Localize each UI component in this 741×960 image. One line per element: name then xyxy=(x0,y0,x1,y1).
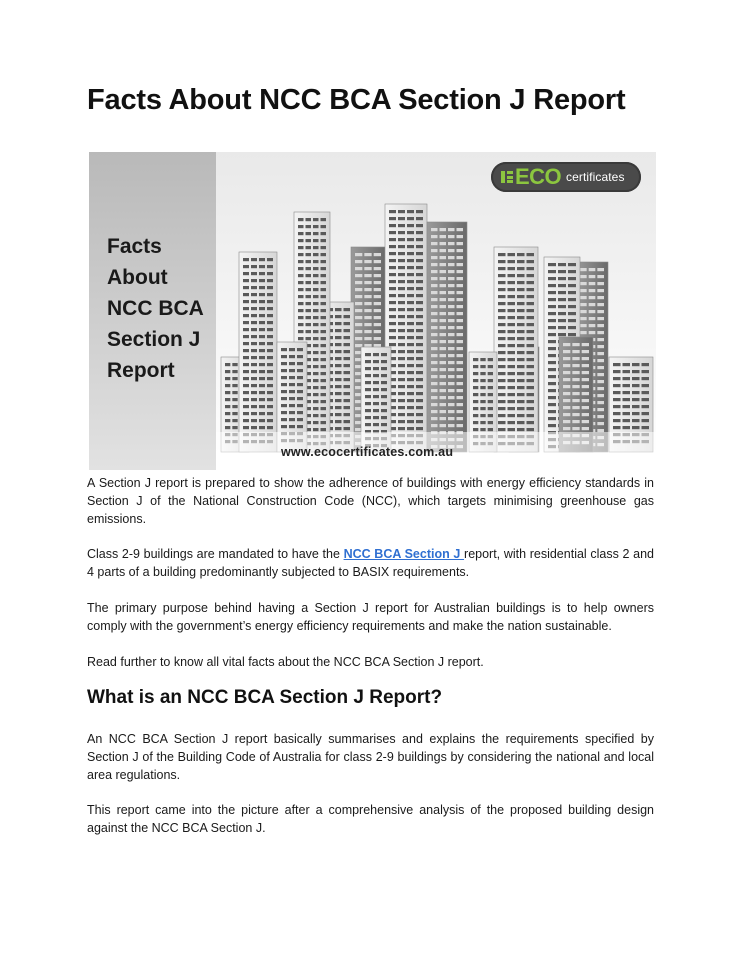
section-heading: What is an NCC BCA Section J Report? xyxy=(87,687,443,708)
paragraph-class-text-after: report, with residential class 2 and 4 parts of a building predominantly subjected to BASIX requirements. xyxy=(87,547,654,579)
ncc-bca-section-j-link[interactable]: NCC BCA Section J xyxy=(343,547,465,561)
paragraph-intro: A Section J report is prepared to show the adherence of buildings with energy efficiency standards in Section J of the National Construction Code (NCC), which targets minimising greenhouse gas emissions. xyxy=(87,476,654,526)
paragraph-read-further: Read further to know all vital facts about the NCC BCA Section J report. xyxy=(87,655,484,669)
logo-suffix: certificates xyxy=(566,170,625,184)
paragraph-purpose: The primary purpose behind having a Section J report for Australian buildings is to help owners comply with the government’s energy efficiency requirements and make the nation sustainable. xyxy=(87,601,654,633)
logo-brand: ECO xyxy=(515,164,562,189)
banner-title xyxy=(107,231,217,386)
skyline-building xyxy=(239,252,277,452)
banner-title-line-2: About xyxy=(107,266,168,289)
paragraph-class xyxy=(87,545,654,581)
banner-title-line-1: Facts xyxy=(107,235,162,258)
banner-side-panel xyxy=(89,152,216,470)
logo-mark-icon xyxy=(501,171,513,183)
banner-url: www.ecocertificates.com.au xyxy=(281,445,454,459)
paragraph-class-text-before: Class 2-9 buildings are mandated to have the xyxy=(87,547,344,561)
eco-certificates-logo xyxy=(491,162,641,192)
page-title: Facts About NCC BCA Section J Report xyxy=(87,84,626,116)
skyline-building xyxy=(427,222,467,452)
banner-image xyxy=(89,152,656,470)
banner-title-line-5: Report xyxy=(107,359,175,382)
paragraph-origin: This report came into the picture after a comprehensive analysis of the proposed building design against the NCC BCA Section J. xyxy=(87,803,654,835)
skyline-building xyxy=(494,247,538,452)
paragraph-definition: An NCC BCA Section J report basically summarises and explains the requirements specified by Section J of the Building Code of Australia for class 2-9 buildings by considering the national and local area regulations. xyxy=(87,732,654,782)
banner-title-line-4: Section J xyxy=(107,328,201,351)
banner-title-line-3: NCC BCA xyxy=(107,297,204,320)
